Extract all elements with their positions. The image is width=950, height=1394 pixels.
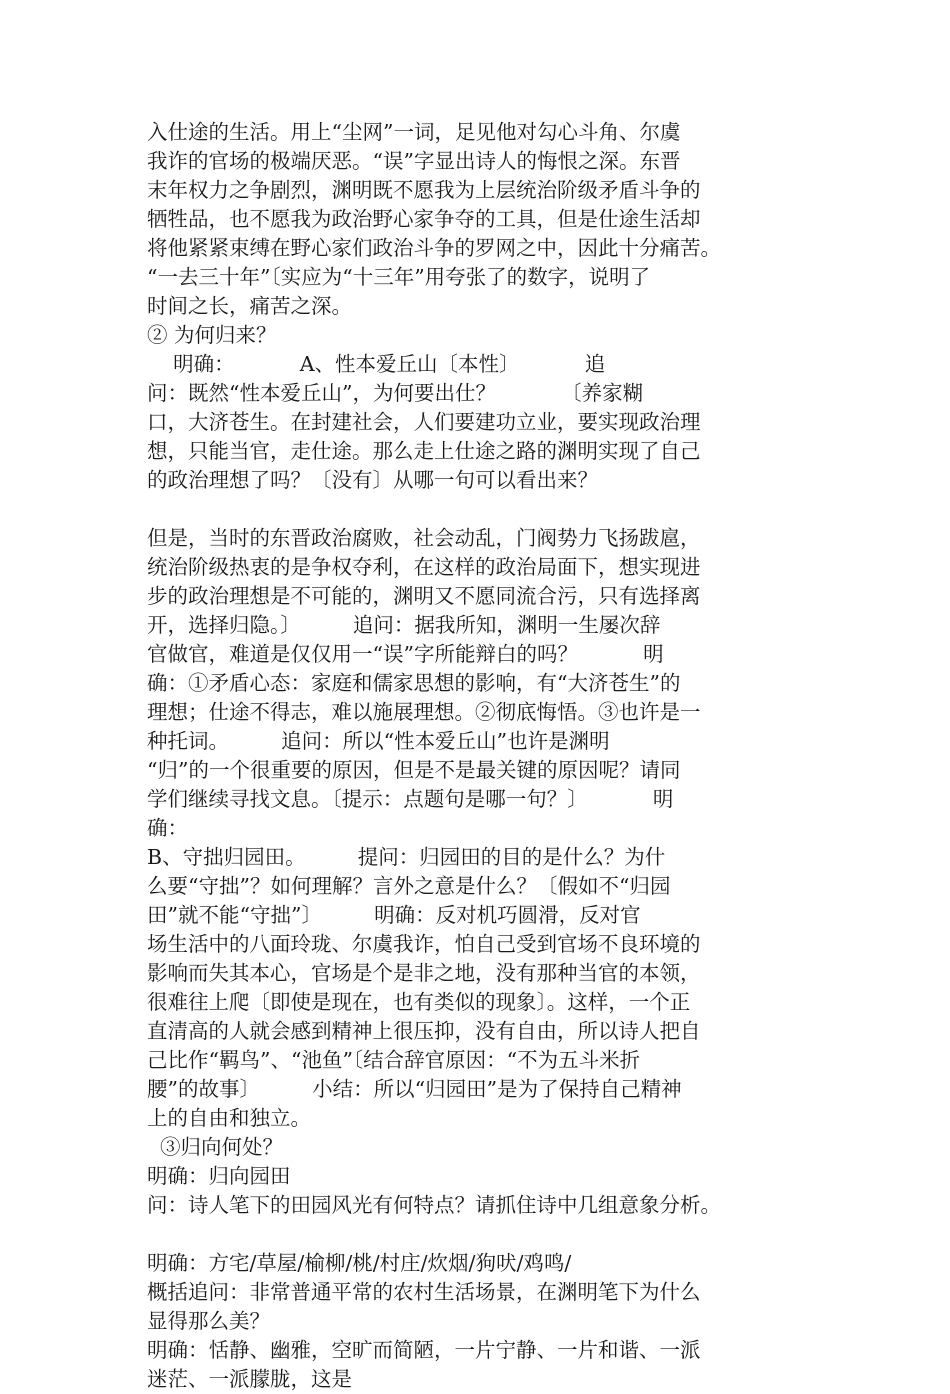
text-line: 想，只能当官，走仕途。那么走上仕途之路的渊明实现了自己 (147, 439, 701, 463)
text-line: 明确： A、性本爱丘山〔本性〕 追 (147, 352, 606, 376)
text-line: 问：既然“性本爱丘山”，为何要出仕？ 〔养家糊 (147, 381, 644, 405)
text-line: 确： (147, 816, 188, 840)
text-line: 腰”的故事〕 小结：所以“归园田”是为了保持自己精神 (147, 1077, 682, 1101)
text-line: 明确：方宅/草屋/榆柳/桃/村庄/炊烟/狗吠/鸡鸣/ (147, 1251, 572, 1275)
text-line: 己比作“羁鸟”、“池鱼”〔结合辞官原因：“不为五斗米折 (147, 1048, 641, 1072)
text-line: “一去三十年”〔实应为“十三年”用夸张了的数字，说明了 (147, 265, 651, 289)
text-line: 直清高的人就会感到精神上很压抑，没有自由，所以诗人把自 (147, 1019, 701, 1043)
text-line: 影响而失其本心，官场是个是非之地，没有那种当官的本领， (147, 961, 701, 985)
text-line: 场生活中的八面玲珑、尔虞我诈，怕自己受到官场不良环境的 (147, 932, 701, 956)
text-line: 步的政治理想是不可能的，渊明又不愿同流合污，只有选择离 (147, 584, 701, 608)
text-line: 迷茫、一派朦胧，这是 (147, 1367, 352, 1391)
text-line: 种托词。 追问：所以“性本爱丘山”也许是渊明 (147, 729, 610, 753)
text-line: B、守拙归园田。 提问：归园田的目的是什么？为什 (147, 845, 666, 869)
text-line: 牺牲品，也不愿我为政治野心家争夺的工具，但是仕途生活却 (147, 207, 701, 231)
text-line: 时间之长，痛苦之深。 (147, 294, 352, 318)
text-line: 田”就不能“守拙”〕 明确：反对机巧圆滑，反对官 (147, 903, 641, 927)
text-line: 上的自由和独立。 (147, 1106, 311, 1130)
text-line: 学们继续寻找文息。〔提示：点题句是哪一句？〕 明 (147, 787, 674, 811)
text-line: 口，大济苍生。在封建社会，人们要建功立业，要实现政治理 (147, 410, 701, 434)
text-line: 末年权力之争剧烈，渊明既不愿我为上层统治阶级矛盾斗争的 (147, 178, 701, 202)
text-line: 统治阶级热衷的是争权夺利，在这样的政治局面下，想实现进 (147, 555, 701, 579)
text-line: 的政治理想了吗？〔没有〕从哪一句可以看出来？ (147, 468, 598, 492)
text-line: 显得那么美？ (147, 1309, 270, 1333)
text-line: 将他紧紧束缚在野心家们政治斗争的罗网之中，因此十分痛苦。 (147, 236, 721, 260)
text-line: 但是，当时的东晋政治腐败，社会动乱，门阀势力飞扬跋扈， (147, 526, 701, 550)
blank-line (147, 495, 807, 524)
section-heading: ③归向何处？ (147, 1135, 284, 1159)
text-line: 概括追问：非常普通平常的农村生活场景，在渊明笔下为什么 (147, 1280, 701, 1304)
text-line: 明确：恬静、幽雅，空旷而简陋，一片宁静、一片和谐、一派 (147, 1338, 701, 1362)
text-line: 理想；仕途不得志，难以施展理想。②彻底悔悟。③也许是一 (147, 700, 701, 724)
document-body (147, 118, 807, 1394)
text-line: 开，选择归隐。〕 追问：据我所知，渊明一生屡次辞 (147, 613, 661, 637)
text-line: 官做官，难道是仅仅用一“误”字所能辩白的吗？ 明 (147, 642, 664, 666)
text-line: 确：①矛盾心态：家庭和儒家思想的影响，有“大济苍生”的 (147, 671, 681, 695)
blank-line (147, 1220, 807, 1249)
section-heading: ② 为何归来？ (147, 323, 277, 347)
text-line: 入仕途的生活。用上“尘网”一词，足见他对勾心斗角、尔虞 (147, 120, 681, 144)
text-line: “归”的一个很重要的原因，但是不是最关键的原因呢？请同 (147, 758, 681, 782)
text-line: 我诈的官场的极端厌恶。“误”字显出诗人的悔恨之深。东晋 (147, 149, 681, 173)
text-line: 明确：归向园田 (147, 1164, 291, 1188)
text-line: 么要“守拙”？如何理解？言外之意是什么？〔假如不“归园 (147, 874, 671, 898)
text-line: 很难往上爬〔即使是现在，也有类似的现象〕。这样，一个正 (147, 990, 691, 1014)
text-line: 问：诗人笔下的田园风光有何特点？请抓住诗中几组意象分析。 (147, 1193, 721, 1217)
